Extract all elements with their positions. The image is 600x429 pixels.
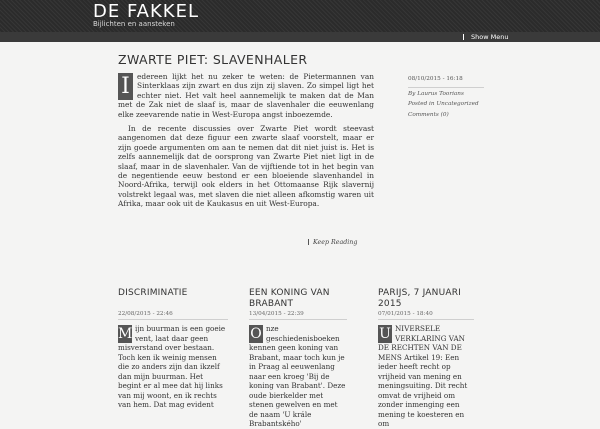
post-excerpt <box>378 324 474 429</box>
post-divider <box>118 319 228 320</box>
featured-post-title[interactable]: ZWARTE PIET: SLAVENHALER <box>118 52 308 67</box>
post-excerpt-text: nze geschiedenisboeken kennen geen koning van Brabant, maar toch kun je in Praag al eeuwenlang naar een kroeg 'Bij de koning van Brabant'. Deze oude bierkelder met stenen gewelven en met de naam 'U krále Brabantského' <box>249 324 346 428</box>
menu-strip <box>0 32 600 42</box>
post-excerpt <box>118 324 226 410</box>
post-title[interactable]: PARIJS, 7 JANUARI 2015 <box>378 288 462 309</box>
featured-paragraph-1-text: edereen lijkt het nu zeker te weten: de Pietermannen van Sinterklaas zijn zwart en dus zijn zij slaven. Zo simpel ligt het echter niet. Het valt heel aannemelijk te maken dat de Man met de Zak niet de slaaf is, maar de slavenhaler die eeuwenlang elke zeevarende natie in West-Europa angst inboezemde. <box>118 72 374 119</box>
post-title[interactable]: EEN KONING VAN BRABANT <box>249 288 330 309</box>
meta-divider <box>408 87 484 88</box>
show-menu-label: Show Menu <box>471 33 509 41</box>
post-excerpt <box>249 324 347 429</box>
posted-prefix: Posted in <box>408 101 435 108</box>
post-date: 07/01/2015 - 18:40 <box>378 311 433 317</box>
post-dropcap: O <box>250 326 262 342</box>
post-title[interactable]: DISCRIMINATIE <box>118 288 188 298</box>
keep-reading-link[interactable] <box>308 239 357 246</box>
post-date: 13/04/2015 - 22:39 <box>249 311 304 317</box>
post-card <box>118 288 228 409</box>
site-header <box>0 0 600 32</box>
site-title[interactable]: DE FAKKEL <box>93 1 199 22</box>
post-divider <box>378 319 474 320</box>
keep-reading-label: Keep Reading <box>313 239 358 246</box>
post-dropcap: M <box>118 326 133 342</box>
post-dropcap: U <box>379 326 391 342</box>
post-card <box>249 288 347 428</box>
by-prefix: By <box>408 90 416 97</box>
featured-post-meta <box>408 74 488 121</box>
menu-bar-icon <box>463 34 464 40</box>
featured-post-body <box>118 72 374 214</box>
keep-reading-bar-icon <box>308 239 309 245</box>
featured-post-comments[interactable]: Comments (0) <box>408 112 449 119</box>
featured-post-category[interactable]: Uncategorized <box>436 101 479 108</box>
featured-post-author-line <box>408 89 488 100</box>
post-excerpt-text: ijn buurman is een goeie vent, laat daar geen misverstand over bestaan. Toch ken ik weinig mensen die zo anders zijn dan ikzelf dan mijn buurman. Het begint er al mee dat hij links van mij woont, en ik rechts van hem. Dat mag evident <box>118 324 226 409</box>
show-menu-button[interactable] <box>463 32 508 42</box>
post-divider <box>249 319 347 320</box>
featured-post-category-line <box>408 99 488 110</box>
post-excerpt-text: NIVERSELE VERKLARING VAN DE RECHTEN VAN DE MENS Artikel 19: Een ieder heeft recht op vrijheid van mening en meningsuiting. Dit recht omvat de vrijheid om zonder inmenging een mening te koesteren en om <box>378 324 468 428</box>
post-card <box>378 288 478 428</box>
post-date: 22/08/2015 - 22:46 <box>118 311 173 317</box>
featured-dropcap: I <box>118 73 133 100</box>
featured-paragraph-2: In de recente discussies over Zwarte Piet wordt steevast aangenomen dat deze figuur een zwarte slaaf voorstelt, maar er zijn goede argumenten om aan te nemen dat dit niet juist is. Het is zelfs aannemelijk dat de oorsprong van Zwarte Piet niet ligt in de slaaf, maar in de slavenhaler. Van de vijftiende tot in het begin van de negentiende eeuw bestond er een bloeiende slavenhandel in Noord-Afrika, terwijl ook elders in het Ottomaanse Rijk slavernij volstrekt legaal was, met slaven die niet alleen afkomstig waren uit Afrika, maar ook uit de Kaukasus en uit West-Europa. <box>118 124 374 209</box>
featured-post-date: 08/10/2015 - 16:18 <box>408 76 463 82</box>
site-tagline: Bijlichten en aansteken <box>93 20 175 28</box>
featured-paragraph-1 <box>118 72 374 119</box>
featured-post-author[interactable]: Laurus Toorians <box>417 90 464 97</box>
